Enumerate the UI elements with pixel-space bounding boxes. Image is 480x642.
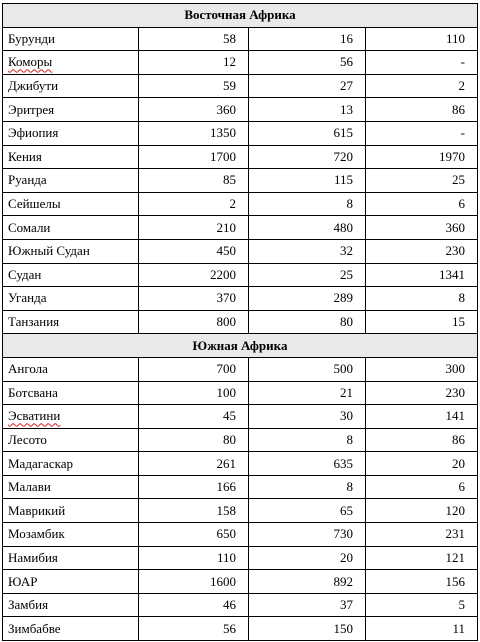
table-row — [3, 51, 478, 75]
value-cell-1: 2 — [139, 192, 249, 216]
value-cell-1: 700 — [139, 357, 249, 381]
country-name: Намибия — [8, 549, 58, 565]
table-row — [3, 192, 478, 216]
value-cell-2: 32 — [249, 239, 366, 263]
value-cell-2: 13 — [249, 98, 366, 122]
value-cell-1: 46 — [139, 593, 249, 617]
value-cell-1: 800 — [139, 310, 249, 334]
section-title: Восточная Африка — [3, 4, 478, 28]
value-cell-1: 158 — [139, 499, 249, 523]
table-row — [3, 239, 478, 263]
value-cell-2: 20 — [249, 546, 366, 570]
table-row — [3, 357, 478, 381]
country-name: Уганда — [8, 290, 47, 306]
table-row — [3, 121, 478, 145]
country-cell — [3, 192, 139, 216]
country-cell — [3, 27, 139, 51]
value-cell-1: 56 — [139, 617, 249, 641]
country-name: Сомали — [8, 219, 51, 235]
value-cell-2: 65 — [249, 499, 366, 523]
country-name: Эсватини — [8, 408, 61, 424]
table-row — [3, 310, 478, 334]
value-cell-2: 289 — [249, 287, 366, 311]
value-cell-2: 27 — [249, 74, 366, 98]
section-title: Южная Африка — [3, 334, 478, 358]
country-name: Бурунди — [8, 30, 55, 46]
value-cell-2: 115 — [249, 169, 366, 193]
value-cell-3: 156 — [366, 570, 478, 594]
table-row — [3, 169, 478, 193]
country-name: Мозамбик — [8, 526, 65, 542]
value-cell-3: - — [366, 121, 478, 145]
value-cell-1: 450 — [139, 239, 249, 263]
table-row — [3, 287, 478, 311]
country-name: Замбия — [8, 597, 49, 613]
value-cell-3: 8 — [366, 287, 478, 311]
country-name: Ботсвана — [8, 384, 58, 400]
country-name: Ангола — [8, 361, 48, 377]
table-row — [3, 546, 478, 570]
table-row — [3, 216, 478, 240]
value-cell-3: 5 — [366, 593, 478, 617]
country-name: Лесото — [8, 431, 47, 447]
value-cell-3: 6 — [366, 475, 478, 499]
value-cell-1: 650 — [139, 523, 249, 547]
table-row — [3, 428, 478, 452]
value-cell-2: 500 — [249, 357, 366, 381]
table-row — [3, 523, 478, 547]
country-cell — [3, 499, 139, 523]
value-cell-3: 230 — [366, 239, 478, 263]
value-cell-2: 56 — [249, 51, 366, 75]
value-cell-1: 59 — [139, 74, 249, 98]
value-cell-3: 1341 — [366, 263, 478, 287]
value-cell-1: 100 — [139, 381, 249, 405]
country-cell — [3, 452, 139, 476]
country-cell — [3, 357, 139, 381]
country-cell — [3, 74, 139, 98]
value-cell-3: 15 — [366, 310, 478, 334]
table-row — [3, 475, 478, 499]
value-cell-2: 8 — [249, 475, 366, 499]
value-cell-3: 230 — [366, 381, 478, 405]
country-name: Кения — [8, 148, 42, 164]
section-header-row — [3, 4, 478, 28]
country-name: Малави — [8, 479, 51, 495]
country-cell — [3, 428, 139, 452]
value-cell-3: 6 — [366, 192, 478, 216]
value-cell-2: 16 — [249, 27, 366, 51]
country-cell — [3, 523, 139, 547]
value-cell-1: 1350 — [139, 121, 249, 145]
value-cell-1: 166 — [139, 475, 249, 499]
value-cell-3: 121 — [366, 546, 478, 570]
value-cell-1: 370 — [139, 287, 249, 311]
value-cell-3: 20 — [366, 452, 478, 476]
country-name: Мадагаскар — [8, 455, 73, 471]
country-cell — [3, 593, 139, 617]
value-cell-2: 30 — [249, 405, 366, 429]
country-name: Зимбабве — [8, 620, 61, 636]
value-cell-2: 21 — [249, 381, 366, 405]
value-cell-2: 8 — [249, 192, 366, 216]
value-cell-3: 300 — [366, 357, 478, 381]
value-cell-1: 45 — [139, 405, 249, 429]
country-cell — [3, 263, 139, 287]
country-name: Маврикий — [8, 502, 66, 518]
value-cell-3: 360 — [366, 216, 478, 240]
value-cell-1: 85 — [139, 169, 249, 193]
country-cell — [3, 570, 139, 594]
table-row — [3, 617, 478, 641]
table-row — [3, 98, 478, 122]
value-cell-1: 110 — [139, 546, 249, 570]
value-cell-3: 141 — [366, 405, 478, 429]
country-name: Танзания — [8, 314, 60, 330]
country-cell — [3, 310, 139, 334]
value-cell-1: 80 — [139, 428, 249, 452]
value-cell-3: 1970 — [366, 145, 478, 169]
value-cell-3: 2 — [366, 74, 478, 98]
value-cell-1: 58 — [139, 27, 249, 51]
table-row — [3, 381, 478, 405]
value-cell-2: 80 — [249, 310, 366, 334]
table-row — [3, 499, 478, 523]
country-cell — [3, 216, 139, 240]
country-cell — [3, 169, 139, 193]
country-name: Джибути — [8, 78, 59, 94]
country-name: Южный Судан — [8, 243, 90, 259]
value-cell-1: 210 — [139, 216, 249, 240]
table-row — [3, 570, 478, 594]
table-row — [3, 452, 478, 476]
value-cell-1: 2200 — [139, 263, 249, 287]
value-cell-2: 615 — [249, 121, 366, 145]
country-cell — [3, 405, 139, 429]
country-cell — [3, 546, 139, 570]
country-name: ЮАР — [8, 573, 38, 589]
value-cell-1: 360 — [139, 98, 249, 122]
value-cell-3: 231 — [366, 523, 478, 547]
value-cell-2: 720 — [249, 145, 366, 169]
value-cell-2: 892 — [249, 570, 366, 594]
value-cell-2: 150 — [249, 617, 366, 641]
country-cell — [3, 51, 139, 75]
section-header-row — [3, 334, 478, 358]
country-cell — [3, 287, 139, 311]
value-cell-3: 86 — [366, 428, 478, 452]
country-name: Коморы — [8, 54, 53, 70]
value-cell-3: - — [366, 51, 478, 75]
country-cell — [3, 239, 139, 263]
value-cell-3: 25 — [366, 169, 478, 193]
country-cell — [3, 617, 139, 641]
value-cell-2: 635 — [249, 452, 366, 476]
value-cell-2: 8 — [249, 428, 366, 452]
table-row — [3, 145, 478, 169]
country-cell — [3, 98, 139, 122]
value-cell-3: 86 — [366, 98, 478, 122]
value-cell-3: 11 — [366, 617, 478, 641]
country-name: Сейшелы — [8, 196, 61, 212]
country-cell — [3, 121, 139, 145]
table-body — [3, 4, 478, 641]
table-row — [3, 263, 478, 287]
value-cell-1: 1700 — [139, 145, 249, 169]
value-cell-2: 37 — [249, 593, 366, 617]
value-cell-1: 261 — [139, 452, 249, 476]
value-cell-2: 480 — [249, 216, 366, 240]
table-row — [3, 27, 478, 51]
country-name: Руанда — [8, 172, 47, 188]
country-name: Эфиопия — [8, 125, 59, 141]
value-cell-2: 730 — [249, 523, 366, 547]
country-cell — [3, 381, 139, 405]
value-cell-1: 1600 — [139, 570, 249, 594]
table-row — [3, 593, 478, 617]
value-cell-3: 120 — [366, 499, 478, 523]
table-row — [3, 74, 478, 98]
country-cell — [3, 475, 139, 499]
value-cell-1: 12 — [139, 51, 249, 75]
value-cell-2: 25 — [249, 263, 366, 287]
africa-data-table — [2, 3, 478, 641]
country-cell — [3, 145, 139, 169]
country-name: Судан — [8, 266, 42, 282]
country-name: Эритрея — [8, 101, 55, 117]
value-cell-3: 110 — [366, 27, 478, 51]
table-row — [3, 405, 478, 429]
